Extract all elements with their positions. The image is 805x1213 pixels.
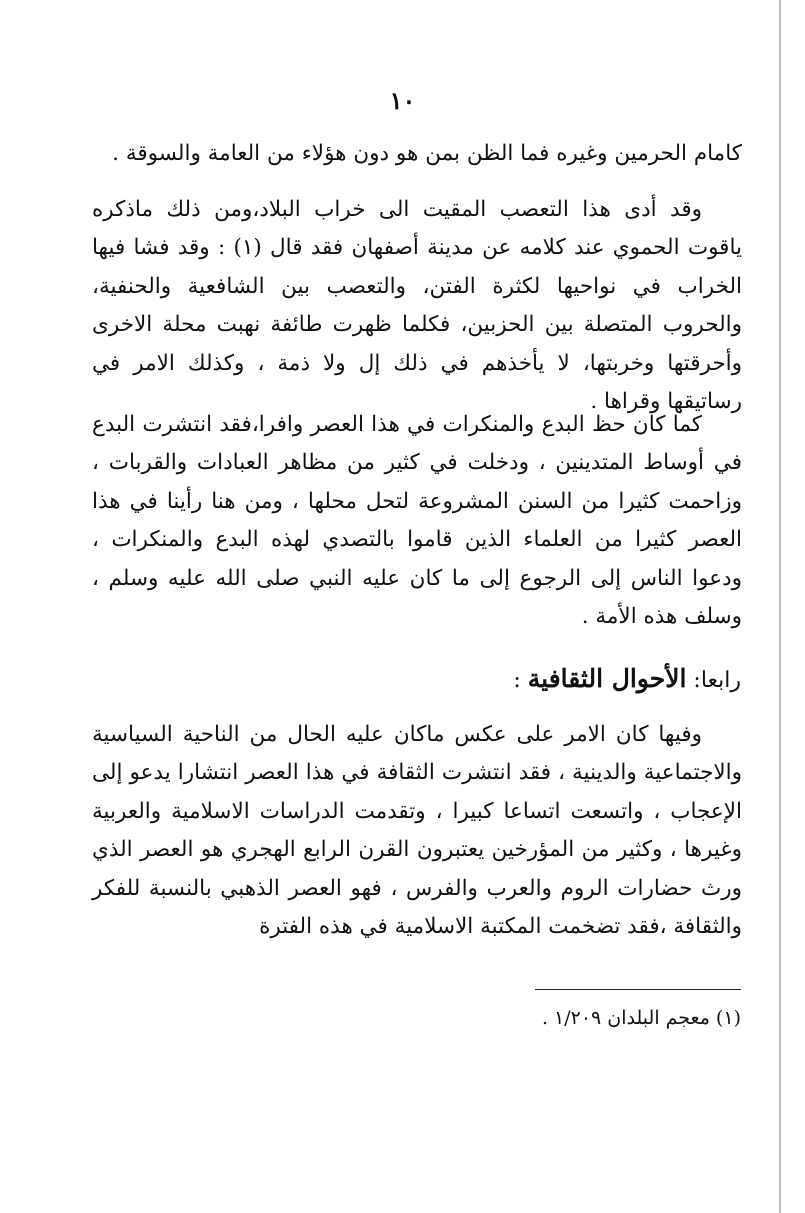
footnote-divider bbox=[535, 989, 741, 990]
footnote: (١) معجم البلدان ١/٢٠٩ . bbox=[541, 1007, 741, 1029]
paragraph-fanaticism bbox=[92, 191, 742, 421]
paragraph-continuation bbox=[92, 135, 742, 173]
section-heading bbox=[513, 664, 741, 693]
paragraph-text: كامام الحرمين وغيره فما الظن بمن هو دون هؤلاء من العامة والسوقة . bbox=[112, 141, 742, 166]
scan-edge-line bbox=[779, 0, 781, 1213]
paragraph-text: كما كان حظ البدع والمنكرات في هذا العصر وافرا،فقد انتشرت البدع في أوساط المتدينين ، ودخلت في كثير من مظاهر العبادات والقربات ، وزاحمت كثيرا من السنن المشروعة لتحل محلها ، ومن هنا رأينا في هذا العصر كثيرا من العلماء الذين قاموا بالتصدي لهذه البدع والمنكرات ، ودعوا الناس إلى الرجوع إلى ما كان عليه النبي صلى الله عليه وسلم ، وسلف هذه الأمة . bbox=[92, 412, 742, 630]
section-heading-title: الأحوال الثقافية bbox=[527, 664, 687, 693]
page-number: ١٠ bbox=[389, 86, 416, 115]
paragraph-text: وقد أدى هذا التعصب المقيت الى خراب البلاد،ومن ذلك ماذكره ياقوت الحموي عند كلامه عن مدينة أصفهان فقد قال (١) : وقد فشا فيها الخراب في نواحيها لكثرة الفتن، والتعصب بين الشافعية والحنفية، والحروب المتصلة بين الحزبين، فكلما ظهرت طائفة نهبت محلة الاخرى وأحرقتها وخربتها، لا يأخذهم في ذلك إل ولا ذمة ، وكذلك الامر في رساتيقها وقراها . bbox=[92, 197, 742, 415]
paragraph-innovations bbox=[92, 406, 742, 636]
paragraph-text: وفيها كان الامر على عكس ماكان عليه الحال من الناحية السياسية والاجتماعية والدينية ، فقد انتشرت الثقافة في هذا العصر انتشارا يدعو إلى الإعجاب ، واتسعت اتساعا كبيرا ، وتقدمت الدراسات الاسلامية والعربية وغيرها ، وكثير من المؤرخين يعتبرون القرن الرابع الهجري هو العصر الذي ورث حضارات الروم والعرب والفرس ، فهو العصر الذهبي بالنسبة للفكر والثقافة ،فقد تضخمت المكتبة الاسلامية في هذه الفترة bbox=[92, 722, 742, 940]
paragraph-culture bbox=[92, 716, 742, 946]
section-heading-label: رابعا: bbox=[693, 668, 741, 693]
section-heading-suffix: : bbox=[513, 668, 521, 693]
